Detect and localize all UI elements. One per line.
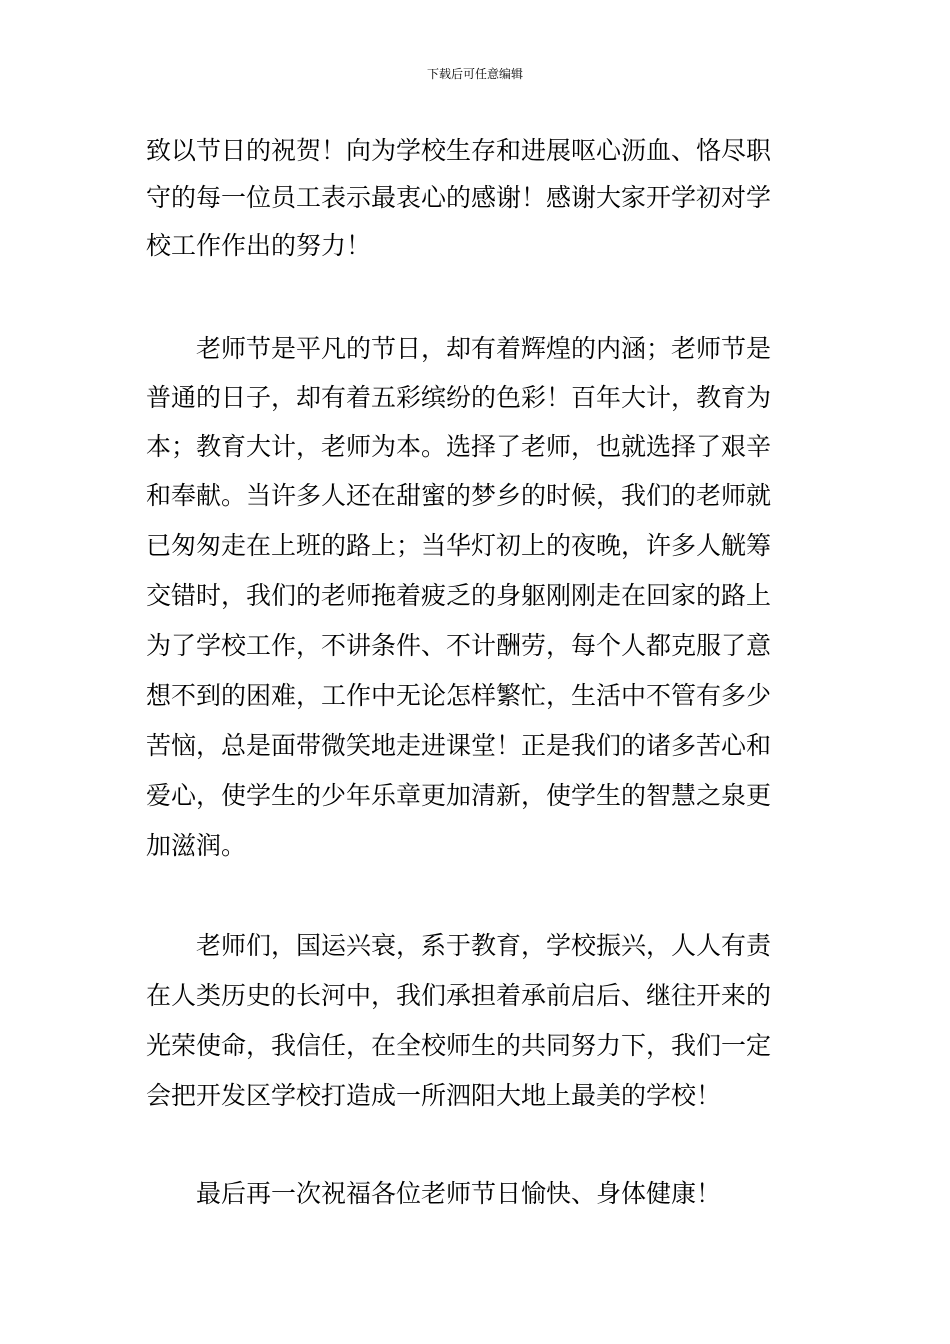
text-line: 已匆匆走在上班的路上；当华灯初上的夜晚，许多人觥筹 (146, 531, 772, 560)
text-line: 校工作作出的努力！ (146, 231, 372, 260)
text-line: 加滋润。 (146, 831, 247, 860)
text-line: 苦恼，总是面带微笑地走进课堂！正是我们的诸多苦心和 (146, 731, 772, 760)
text-line: 和奉献。当许多人还在甜蜜的梦乡的时候，我们的老师就 (146, 481, 772, 510)
text-line: 想不到的困难，工作中无论怎样繁忙，生活中不管有多少 (146, 681, 772, 710)
text-line: 为了学校工作，不讲条件、不计酬劳，每个人都克服了意 (146, 631, 772, 660)
text-line: 守的每一位员工表示最衷心的感谢！感谢大家开学初对学 (146, 183, 772, 212)
text-line: 爱心，使学生的少年乐章更加清新，使学生的智慧之泉更 (146, 781, 772, 810)
text-line: 光荣使命，我信任，在全校师生的共同努力下，我们一定 (146, 1031, 772, 1060)
text-line: 本；教育大计，老师为本。选择了老师，也就选择了艰辛 (146, 432, 772, 461)
text-line: 普通的日子，却有着五彩缤纷的色彩！百年大计，教育为 (146, 383, 772, 412)
page-header: 下载后可任意编辑 (426, 67, 523, 81)
text-line: 致以节日的祝贺！向为学校生存和进展呕心沥血、恪尽职 (146, 136, 772, 165)
text-line: 在人类历史的长河中，我们承担着承前启后、继往开来的 (146, 981, 772, 1010)
text-line: 会把开发区学校打造成一所泗阳大地上最美的学校！ (146, 1081, 722, 1110)
text-line: 老师节是平凡的节日，却有着辉煌的内涵；老师节是 (196, 334, 772, 363)
text-line: 老师们，国运兴衰，系于教育，学校振兴，人人有责 (196, 931, 772, 960)
text-line: 最后再一次祝福各位老师节日愉快、身体健康！ (196, 1179, 722, 1208)
text-line: 交错时，我们的老师拖着疲乏的身躯刚刚走在回家的路上 (146, 581, 772, 610)
